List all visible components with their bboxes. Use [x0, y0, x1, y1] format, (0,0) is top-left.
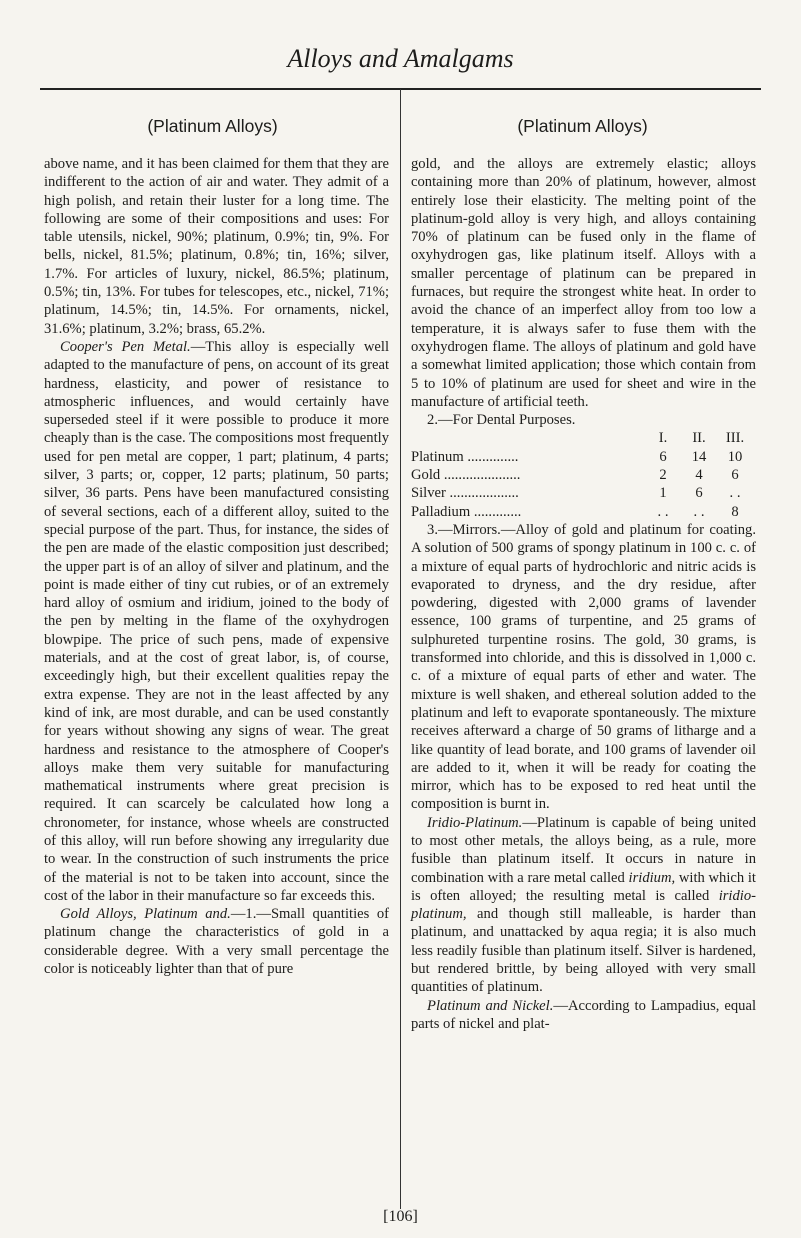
table-col-header: I.	[658, 430, 668, 447]
table-row-label: Silver ...................	[411, 485, 519, 502]
coopers-pen-metal-text: —This alloy is especially well adapted to the manufacture of pens, on account of its great hardness, elasticity, and power of resistance to atmospheric influences, and would certainly have superseded steel if it were possible to produce it more cheaply than is the case. The compositions most frequently used for pen metal are copper, 1 part; platinum, 4 parts; silver, 3 parts; or, copper, 12 parts; platinum, 50 parts; silver, 36 parts. Pens have been manufactured consisting of several sections, each of a different alloy, suited to the special purpose of the part. Thus, for instance, the sides of the pen are made of the elastic composition just described; the upper part is of an alloy of silver and platinum, and the point is made either of tiny cut rubies, or of an extremely hard alloy of osmium and iridium, joined to the body of the pen by melting in the flame of the oxyhydrogen blowpipe. The price of such pens, made of expensive materials, and at the cost of great labor, is, of course, exceedingly high, but their excellent qualities repay the extra expense. They are not in the least affected by any kind of ink, are most durable, and can be used constantly for years without showing any signs of wear. The great hardness and resistance to the atmosphere of Cooper's alloys make them very suitable for manufacturing mathematical instruments where great precision is required. It can scarcely be calculated how long a chronometer, for instance, whose wheels are constructed of this alloy, will run before showing any irregularity due to wear. In the construction of such instruments the price of the material is not to be taken into account, since the cost of the labor in their manufacture so far exceeds this.	[44, 338, 389, 904]
table-col-header: II.	[692, 430, 706, 447]
coopers-pen-metal-title: Cooper's Pen Metal.	[60, 338, 191, 355]
table-cell: 2	[659, 467, 667, 484]
paragraph-iridio-platinum	[411, 814, 756, 997]
dental-alloy-table	[411, 429, 753, 520]
table-cell: . .	[693, 503, 705, 520]
table-cell: 10	[727, 448, 743, 465]
paragraph-mirrors: 3.—Mirrors.—Alloy of gold and platinum for coating. A solution of 500 grams of spongy platinum in 100 c. c. of a mixture of equal parts of hydrochloric and nitric acids is evaporated to dryness, and the dry residue, after powdering, digested with 2,000 grams of lavender essence, 100 grams of turpentine, and 25 grams of sulphureted turpentine rosins. The gold, 30 grams, is transformed into chloride, and this is dissolved in 1,000 c. c. of a mixture of equal parts of ether and water. The mixture is well shaken, and ethereal solution added to the platinum and left to evaporate spontaneously. The mixture receives afterward a charge of 50 grams of litharge and a like quantity of lead borate, and 100 grams of lavender oil are added to it, when it will be ready for coating the mirror, which has to be exposed to red heat until the composition is burnt in.	[411, 521, 756, 813]
gold-alloys-text: —1.—Small quantities of platinum change the characteristics of gold in a considerable degree. With a very small percentage the color is noticeably lighter than that of pure	[44, 906, 390, 978]
left-column-heading: (Platinum Alloys)	[147, 116, 278, 136]
platinum-nickel-title: Platinum and Nickel.	[427, 997, 554, 1014]
table-row	[411, 448, 753, 466]
iridio-platinum-text-a: —Platinum is capable of being united to most other metals, the alloys being, as a rule, more fusible than platinum itself. It occurs in nature in combination with a rare metal called	[411, 814, 756, 886]
table-col-header: III.	[725, 430, 745, 447]
paragraph-gold-platinum-continued: gold, and the alloys are extremely elastic; alloys containing more than 20% of platinum, however, almost entirely lose their elasticity. The melting point of the platinum-gold alloy is very high, and alloys containing 70% of platinum can be fused only in the flame of oxyhydrogen gas, like platinum itself. Alloys with a smaller percentage of platinum can be prepared in furnaces, but require the strongest white heat. In order to avoid the chance of an imperfect alloy from too low a temperature, it is always safer to fuse them with the oxyhydrogen flame. The alloys of platinum and gold have a somewhat limited application; those which contain from 5 to 10% of platinum are used for sheet and wire in the manufacture of artificial teeth.	[411, 156, 756, 410]
column-divider	[400, 89, 401, 1209]
term-iridio-platinum: iridio-platinum,	[411, 887, 756, 923]
table-row-label: Platinum ..............	[411, 448, 519, 465]
page-number: [106]	[383, 1208, 418, 1225]
table-cell: 4	[695, 467, 703, 484]
table-cell: . .	[729, 485, 741, 502]
table-cell: . .	[657, 503, 669, 520]
table-row	[411, 466, 753, 484]
left-column	[44, 155, 389, 978]
table-cell: 6	[731, 467, 739, 484]
table-header-row	[411, 429, 753, 447]
paragraph-gold-alloys	[44, 905, 389, 978]
right-column-heading: (Platinum Alloys)	[517, 116, 648, 136]
paragraph-coopers-pen-metal	[44, 338, 389, 905]
table-cell: 6	[659, 448, 667, 465]
iridio-platinum-title: Iridio-Platinum.	[427, 814, 523, 831]
paragraph-platinum-nickel	[411, 997, 756, 1034]
table-row-label: Gold .....................	[411, 467, 521, 484]
right-column	[411, 155, 756, 1033]
table-row	[411, 503, 753, 521]
table-row-label: Palladium .............	[411, 503, 522, 520]
iridio-platinum-text-b: with which it is often alloyed; the resulting metal is called	[411, 869, 756, 904]
table-cell: 6	[695, 485, 703, 502]
term-iridium: iridium,	[628, 869, 676, 886]
table-cell: 8	[731, 503, 739, 520]
platinum-nickel-text: —According to Lampadius, equal parts of nickel and plat-	[411, 997, 756, 1032]
gold-alloys-title: Gold Alloys, Platinum and.	[60, 906, 231, 923]
table-cell: 14	[691, 448, 707, 465]
paragraph-dental-purposes: 2.—For Dental Purposes.	[427, 412, 576, 429]
paragraph-nickel-platinum-uses: above name, and it has been claimed for them that they are indifferent to the action of air and water. They admit of a high polish, and retain their luster for a long time. The following are some of their compositions and uses: For table utensils, nickel, 90%; platinum, 0.9%; tin, 9%. For bells, nickel, 81.5%; platinum, 0.8%; tin, 16%; silver, 1.7%. For articles of luxury, nickel, 86.5%; platinum, 0.5%; tin, 13%. For tubes for telescopes, etc., nickel, 71%; platinum, 14.5%; tin, 14.5%. For ornaments, nickel, 31.6%; platinum, 3.2%; brass, 65.2%.	[44, 156, 389, 337]
running-head: Alloys and Amalgams	[287, 44, 514, 73]
iridio-platinum-text-c: and though still malleable, is harder than platinum, and unattacked by aqua regia; it is also much less readily fusible than platinum itself. Silver is hardened, but rendered brittle, by being alloyed with very small quantities of platinum.	[411, 906, 756, 996]
table-row	[411, 484, 753, 502]
table-cell: 1	[659, 485, 667, 502]
